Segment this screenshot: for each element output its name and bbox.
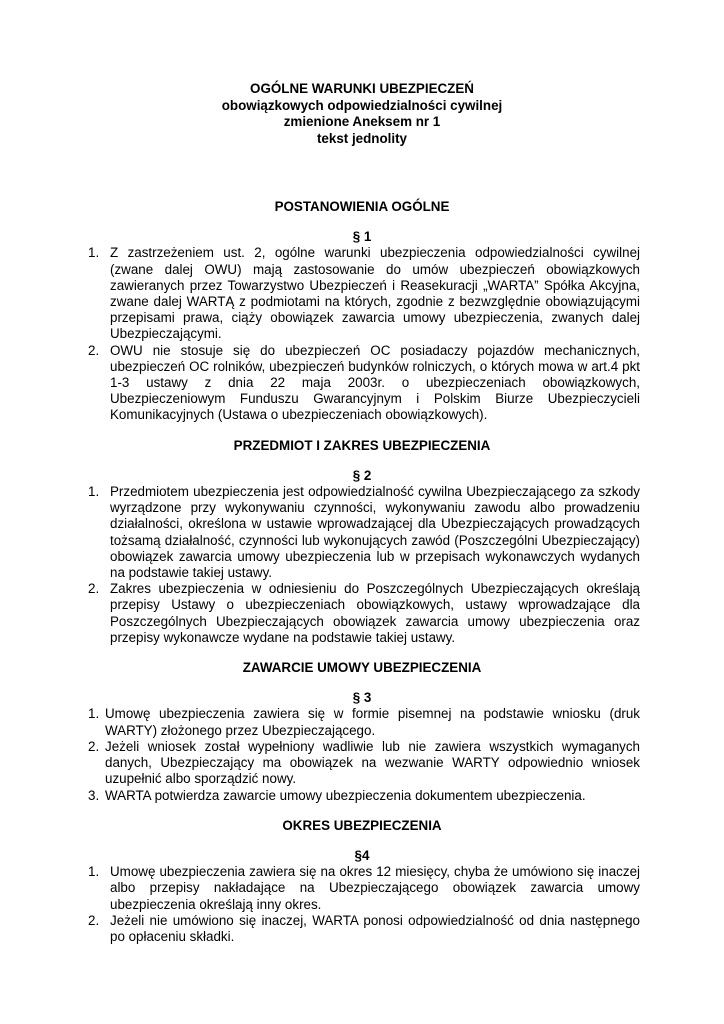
section-heading-contract: ZAWARCIE UMOWY UBEZPIECZENIA — [242, 660, 482, 676]
list-item-text: Jeżeli wniosek został wypełniony wadliwie lub nie zawiera wszystkich wymaganych danych, Ubezpieczający ma obowiązek na wezwanie WARTY odpowiednio wniosek uzupełnić albo sporządzić nowy. — [105, 738, 640, 787]
list-item-number: 1. — [88, 484, 100, 500]
list-item — [84, 245, 640, 342]
paragraph-number-1: § 1 — [352, 229, 372, 245]
paragraph-number-2: § 2 — [352, 467, 372, 483]
list-item-text: Umowę ubezpieczenia zawiera się w formie pisemnej na podstawie wniosku (druk WARTY) złożonego przez Ubezpieczającego. — [105, 706, 640, 738]
list-item-text: WARTA potwierdza zawarcie umowy ubezpieczenia dokumentem ubezpieczenia. — [105, 787, 586, 803]
title-line-4: tekst jednolity — [316, 130, 408, 146]
list-item — [84, 706, 640, 738]
document-title — [0, 81, 724, 147]
section-heading-general: POSTANOWIENIA OGÓLNE — [274, 199, 450, 214]
list-item-text: Umowę ubezpieczenia zawiera się na okres 12 miesięcy, chyba że umówiono się inaczej albo przepisy nakładające na Ubezpieczającego obowiązek zawarcia umowy ubezpieczenia określają inny okres. — [110, 864, 640, 912]
list-item — [84, 343, 640, 424]
list-item-number: 1. — [88, 864, 100, 880]
title-line-1: OGÓLNE WARUNKI UBEZPIECZEŃ — [250, 81, 474, 96]
list-item-number: 1. — [88, 245, 100, 261]
section-heading-period: OKRES UBEZPIECZENIA — [282, 817, 442, 833]
title-line-3: zmienione Aneksem nr 1 — [283, 114, 441, 129]
list-item-number: 2. — [88, 738, 100, 754]
title-line-2: obowiązkowych odpowiedzialności cywilnej — [221, 97, 503, 113]
section-2-list — [84, 484, 640, 646]
list-item — [84, 788, 640, 804]
list-item — [84, 484, 640, 581]
section-heading-subject: PRZEDMIOT I ZAKRES UBEZPIECZENIA — [233, 437, 491, 453]
paragraph-number-4: §4 — [354, 847, 370, 863]
list-item-number: 1. — [88, 706, 100, 722]
list-item-text: Przedmiotem ubezpieczenia jest odpowiedzialność cywilna Ubezpieczającego za szkody wyrządzone przy wykonywaniu czynności, wykonywaniu zawodu albo prowadzeniu działalności, określona w ustawie wprowadzającej dla Ubezpieczających prowadzących tożsamą działalność, czynności lub wykonujących zawód (Poszczególni Ubezpieczający) obowiązek zawarcia umowy ubezpieczenia lub w przepisach wykonawczych wydanych na podstawie takiej ustawy. — [110, 484, 640, 581]
section-1-list — [84, 245, 640, 423]
list-item-number: 2. — [88, 581, 100, 597]
list-item-number: 2. — [88, 342, 100, 358]
list-item — [84, 581, 640, 646]
list-item-text: Z zastrzeżeniem ust. 2, ogólne warunki ubezpieczenia odpowiedzialności cywilnej (zwane dalej OWU) mają zastosowanie do umów ubezpieczeń obowiązkowych zawieranych przez Towarzystwo Ubezpieczeń i Reasekuracji „WARTA” Spółka Akcyjna, zwane dalej WARTĄ z podmiotami na których, zgodnie z bezwzględnie obowiązującymi przepisami prawa, ciąży obowiązek zawarcia umowy ubezpieczenia, zwanych dalej Ubezpieczającymi. — [110, 245, 640, 342]
list-item-text: Zakres ubezpieczenia w odniesieniu do Poszczególnych Ubezpieczających określają przepisy Ustawy o ubezpieczeniach obowiązkowych, ustawy wprowadzające dla Poszczególnych Ubezpieczających obowiązek zawarcia umowy ubezpieczenia oraz przepisy wykonawcze wydane na podstawie takiej ustawy. — [110, 581, 640, 645]
list-item — [84, 913, 640, 945]
section-3-list — [84, 706, 640, 803]
section-4-list — [84, 864, 640, 945]
list-item — [84, 739, 640, 788]
list-item-number: 2. — [88, 912, 100, 928]
paragraph-number-3: § 3 — [352, 690, 372, 706]
document-body — [84, 199, 640, 945]
list-item-text: OWU nie stosuje się do ubezpieczeń OC posiadaczy pojazdów mechanicznych, ubezpieczeń OC rolników, ubezpieczeń budynków rolniczych, o których mowa w art.4 pkt 1-3 ustawy z dnia 22 maja 2003r. o ubezpieczeniach obowiązkowych, Ubezpieczeniowym Funduszu Gwarancyjnym i Polskim Biurze Ubezpieczycieli Komunikacyjnych (Ustawa o ubezpieczeniach obowiązkowych). — [110, 342, 640, 423]
list-item-text: Jeżeli nie umówiono się inaczej, WARTA ponosi odpowiedzialność od dnia następnego po opłaceniu składki. — [110, 912, 640, 944]
list-item-number: 3. — [88, 787, 100, 803]
list-item — [84, 864, 640, 913]
